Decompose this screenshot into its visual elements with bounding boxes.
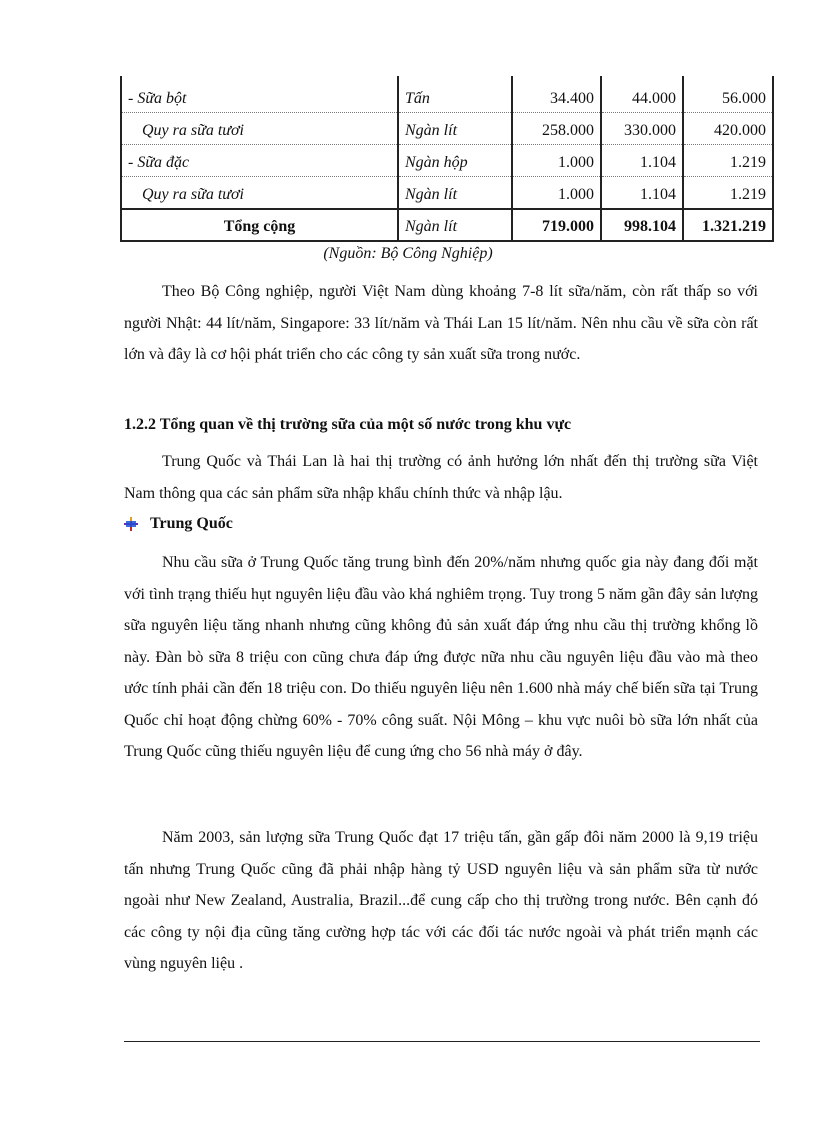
total-value-3: 1.321.219 <box>683 209 773 241</box>
table-row <box>121 76 773 113</box>
row-value-3: 420.000 <box>683 113 773 145</box>
row-value-3: 1.219 <box>683 145 773 177</box>
paragraph-consumption: Theo Bộ Công nghiệp, người Việt Nam dùng khoảng 7-8 lít sữa/năm, còn rất thấp so với người Nhật: 44 lít/năm, Singapore: 33 lít/năm và Thái Lan 15 lít/năm. Nên nhu cầu về sữa còn rất lớn và đây là cơ hội phát triển cho các công ty sản xuất sữa trong nước. <box>124 283 758 363</box>
row-value-3: 1.219 <box>683 177 773 210</box>
row-label: - Sữa bột <box>121 76 398 113</box>
paragraph-china-demand: Nhu cầu sữa ở Trung Quốc tăng trung bình đến 20%/năm nhưng quốc gia này đang đối mặt với tình trạng thiếu hụt nguyên liệu đầu vào khá nghiêm trọng. Tuy trong 5 năm gần đây sản lượng sữa nguyên liệu tăng nhanh nhưng cũng không đủ sản xuất đáp ứng nhu cầu thị trường khổng lồ này. Đàn bò sữa 8 triệu con cũng chưa đáp ứng được nữa nhu cầu nguyên liệu đầu vào mà theo ước tính phải cần đến 18 triệu con. Do thiếu nguyên liệu nên 1.600 nhà máy chế biến sữa tại Trung Quốc chỉ hoạt động chừng 60% - 70% công suất. Nội Mông – khu vực nuôi bò sữa lớn nhất của Trung Quốc cũng thiếu nguyên liệu để cung ứng cho 56 nhà máy ở đây. <box>124 554 758 760</box>
bullet-china <box>124 515 233 533</box>
row-value-2: 330.000 <box>601 113 683 145</box>
row-unit: Ngàn hộp <box>398 145 512 177</box>
row-value-2: 1.104 <box>601 177 683 210</box>
row-value-1: 258.000 <box>512 113 601 145</box>
row-unit: Ngàn lít <box>398 177 512 210</box>
table-row <box>121 177 773 210</box>
row-label: Quy ra sữa tươi <box>121 113 398 145</box>
total-value-1: 719.000 <box>512 209 601 241</box>
table-row <box>121 145 773 177</box>
row-label: Quy ra sữa tươi <box>121 177 398 210</box>
row-value-1: 1.000 <box>512 177 601 210</box>
row-unit: Tấn <box>398 76 512 113</box>
total-label: Tổng cộng <box>121 209 398 241</box>
row-unit: Ngàn lít <box>398 113 512 145</box>
total-unit: Ngàn lít <box>398 209 512 241</box>
bullet-icon <box>124 517 138 531</box>
row-label: - Sữa đặc <box>121 145 398 177</box>
row-value-1: 1.000 <box>512 145 601 177</box>
paragraph-china-2003: Năm 2003, sản lượng sữa Trung Quốc đạt 17 triệu tấn, gần gấp đôi năm 2000 là 9,19 triệu tấn nhưng Trung Quốc cũng đã phải nhập hàng tỷ USD nguyên liệu và sản phẩm sữa từ nước ngoài như New Zealand, Australia, Brazil...để cung cấp cho thị trường trong nước. Bên cạnh đó các công ty nội địa cũng tăng cường hợp tác với các đối tác nước ngoài và phát triển mạnh các vùng nguyên liệu . <box>124 829 758 972</box>
section-heading: 1.2.2 Tổng quan về thị trường sữa của một số nước trong khu vực <box>124 416 572 433</box>
row-value-1: 34.400 <box>512 76 601 113</box>
row-value-3: 56.000 <box>683 76 773 113</box>
table-row <box>121 113 773 145</box>
row-value-2: 1.104 <box>601 145 683 177</box>
row-value-2: 44.000 <box>601 76 683 113</box>
table-total-row <box>121 209 773 241</box>
bullet-label: Trung Quốc <box>150 515 233 532</box>
total-value-2: 998.104 <box>601 209 683 241</box>
footer-rule <box>124 1041 760 1042</box>
milk-consumption-table <box>120 76 774 242</box>
table-source-caption: (Nguồn: Bộ Công Nghiệp) <box>323 245 493 262</box>
paragraph-intro: Trung Quốc và Thái Lan là hai thị trường có ảnh hưởng lớn nhất đến thị trường sữa Việt Nam thông qua các sản phẩm sữa nhập khẩu chính thức và nhập lậu. <box>124 453 758 502</box>
